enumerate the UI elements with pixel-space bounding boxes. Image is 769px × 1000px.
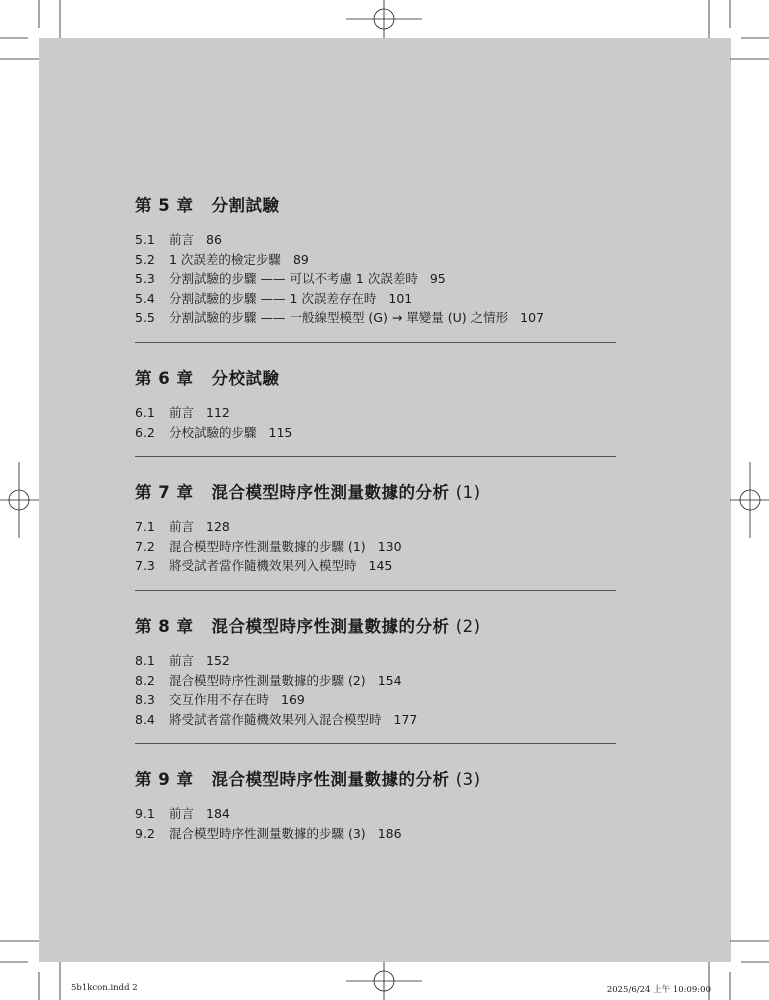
section-title: 將受試者當作隨機效果列入模型時: [169, 558, 357, 574]
chapter-heading: [135, 367, 616, 391]
slug-filename: 5b1kcon.indd 2: [71, 983, 138, 993]
section-list: [135, 230, 616, 328]
chapter-title: 分割試驗: [211, 196, 280, 215]
toc-entry: [135, 269, 616, 289]
section-title: 將受試者當作隨機效果列入混合模型時: [169, 711, 382, 727]
page-number: 184: [206, 806, 230, 822]
chapter-title: 混合模型時序性測量數據的分析: [211, 770, 450, 790]
toc-entry: [135, 824, 616, 844]
chapter-part: (1): [455, 483, 481, 503]
chapter-title: 分校試驗: [211, 368, 280, 388]
section-title: 1 次誤差的檢定步驟: [169, 251, 281, 267]
page-number: 107: [520, 310, 544, 326]
chapter-title: 混合模型時序性測量數據的分析: [211, 616, 450, 636]
page-number: 152: [206, 652, 230, 668]
toc-entry: [135, 804, 616, 824]
section-list: [135, 403, 616, 442]
section-title: 混合模型時序性測量數據的步驟 (2): [169, 672, 366, 688]
divider: [135, 743, 616, 744]
section-number: 8.4: [135, 711, 155, 727]
section-number: 9.2: [135, 825, 155, 841]
chapter-heading: [135, 194, 616, 218]
table-of-contents: [135, 194, 616, 844]
section-title: 分校試驗的步驟: [169, 424, 257, 440]
section-title: 前言: [169, 232, 195, 247]
page-number: 89: [292, 251, 309, 267]
toc-entry: [135, 671, 616, 691]
section-number: 7.1: [135, 519, 155, 535]
toc-entry: [135, 250, 616, 270]
page-number: 177: [393, 711, 418, 727]
page-number: 130: [377, 538, 402, 554]
chapter-part: (3): [455, 770, 481, 790]
section-list: [135, 517, 616, 576]
chapter-title: 混合模型時序性測量數據的分析: [211, 483, 450, 503]
chapter-number: 第 9 章: [135, 770, 194, 790]
section-number: 8.3: [135, 692, 155, 708]
divider: [135, 342, 616, 343]
toc-entry: [135, 289, 616, 309]
page-number: 145: [368, 558, 393, 574]
chapter-heading: [135, 615, 616, 639]
chapter-5: [135, 194, 616, 343]
chapter-heading: [135, 481, 616, 505]
section-title: 分割試驗的步驟 —— 一般線型模型 (G) → 單變量 (U) 之情形: [169, 310, 509, 326]
section-number: 5.2: [135, 251, 155, 267]
chapter-part: (2): [455, 616, 481, 636]
section-number: 5.1: [135, 232, 155, 247]
page-number: 115: [268, 424, 293, 440]
section-number: 5.3: [135, 271, 155, 287]
section-number: 6.2: [135, 424, 155, 440]
chapter-6: [135, 367, 616, 457]
section-title: 前言: [169, 519, 195, 535]
section-title: 交互作用不存在時: [169, 692, 270, 708]
toc-entry: [135, 651, 616, 671]
slug-timestamp: 2025/6/24 上午 10:09:00: [606, 985, 711, 995]
section-title: 混合模型時序性測量數據的步驟 (1): [169, 538, 366, 554]
chapter-number: 第 6 章: [135, 368, 194, 388]
toc-entry: [135, 230, 616, 250]
divider: [135, 590, 616, 591]
page-number: 112: [206, 404, 230, 420]
chapter-number: 第 8 章: [135, 616, 194, 636]
page-number: 128: [206, 519, 230, 535]
page-number: 169: [281, 692, 305, 708]
section-number: 7.3: [135, 558, 155, 574]
section-number: 8.2: [135, 672, 155, 688]
chapter-number: 第 5 章: [135, 196, 194, 215]
divider: [135, 456, 616, 457]
toc-entry: [135, 308, 616, 328]
section-list: [135, 804, 616, 843]
section-number: 7.2: [135, 538, 155, 554]
page-number: 101: [388, 290, 413, 306]
section-number: 8.1: [135, 652, 155, 668]
page-number: 95: [429, 271, 446, 287]
toc-entry: [135, 517, 616, 537]
toc-entry: [135, 403, 616, 423]
section-number: 6.1: [135, 404, 155, 420]
section-title: 混合模型時序性測量數據的步驟 (3): [169, 825, 366, 841]
section-title: 前言: [169, 652, 195, 668]
toc-entry: [135, 423, 616, 443]
chapter-7: [135, 481, 616, 591]
toc-entry: [135, 690, 616, 710]
section-number: 5.5: [135, 310, 155, 326]
section-title: 分割試驗的步驟 —— 1 次誤差存在時: [169, 290, 377, 306]
chapter-8: [135, 615, 616, 744]
chapter-9: [135, 768, 616, 843]
section-list: [135, 651, 616, 729]
page-number: 86: [206, 232, 222, 247]
chapter-heading: [135, 768, 616, 792]
section-title: 分割試驗的步驟 —— 可以不考慮 1 次誤差時: [169, 271, 418, 287]
page-number: 154: [377, 672, 402, 688]
section-number: 5.4: [135, 290, 155, 306]
toc-entry: [135, 537, 616, 557]
toc-entry: [135, 710, 616, 730]
toc-entry: [135, 556, 616, 576]
page-number: 186: [377, 825, 402, 841]
section-title: 前言: [169, 806, 195, 822]
section-title: 前言: [169, 404, 195, 420]
chapter-number: 第 7 章: [135, 483, 194, 503]
section-number: 9.1: [135, 806, 155, 822]
